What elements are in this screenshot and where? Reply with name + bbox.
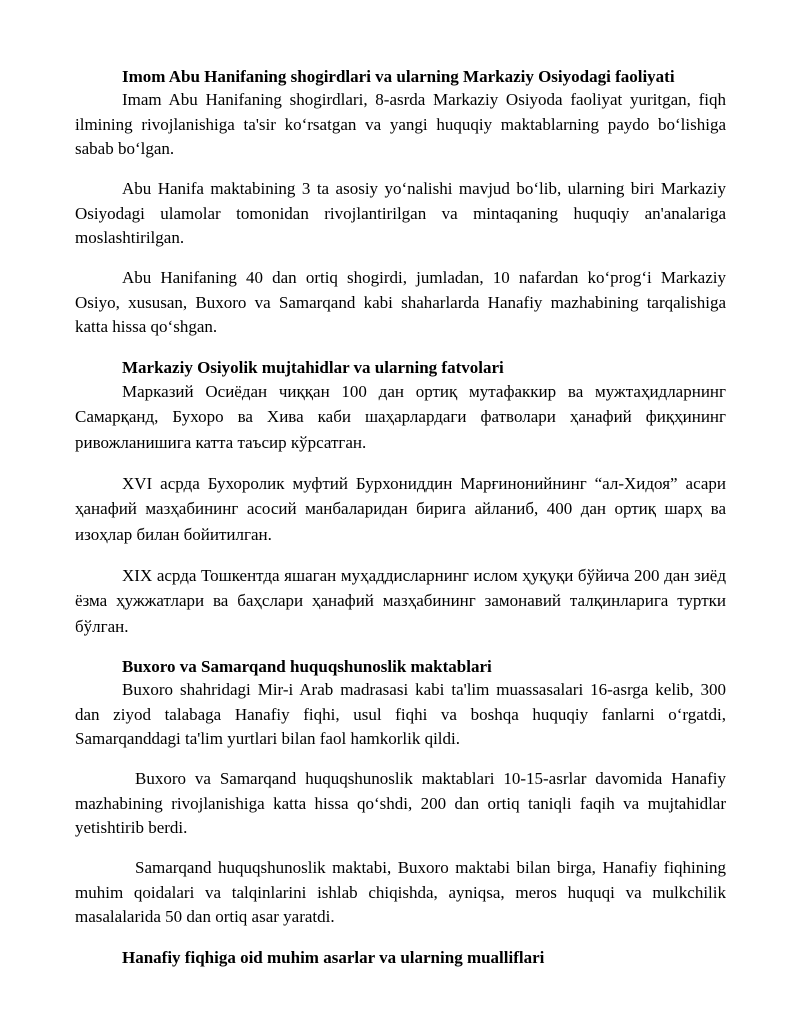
section-heading-3: Buxoro va Samarqand huquqshunoslik maktablari xyxy=(122,657,492,676)
paragraph: Buxoro shahridagi Mir-i Arab madrasasi kabi ta'lim muassasalari 16-asrga kelib, 300 dan ziyod talabaga Hanafiy fiqhi, usul fiqhi va boshqa huquqiy fanlarni o‘rgatdi, Samarqanddagi ta'lim yurtlari bilan faol hamkorlik qildi. xyxy=(75,680,726,748)
section-heading-1: Imom Abu Hanifaning shogirdlari va ularning Markaziy Osiyodagi faoliyati xyxy=(122,67,675,86)
paragraph: Abu Hanifa maktabining 3 ta asosiy yo‘nalishi mavjud bo‘lib, ularning biri Markaziy Osiyodagi ulamolar tomonidan rivojlantirilgan va mintaqaning huquqiy an'analariga moslashtirilgan. xyxy=(75,179,726,247)
section-heading-4: Hanafiy fiqhiga oid muhim asarlar va ularning mualliflari xyxy=(122,947,545,967)
section-heading-2: Markaziy Osiyolik mujtahidlar va ularning fatvolari xyxy=(122,357,504,377)
paragraph: Buxoro va Samarqand huquqshunoslik maktablari 10-15-asrlar davomida Hanafiy mazhabining rivojlanishiga katta hissa qo‘shdi, 200 dan ortiq taniqli faqih va mujtahidlar yetishtirib berdi. xyxy=(75,769,726,837)
paragraph: XIX асрда Тошкентда яшаган муҳаддисларнинг ислом ҳуқуқи бўйича 200 дан зиёд ёзма ҳужжатлари ва баҳслари ҳанафий мазҳабининг замонавий талқинларига туртки бўлган. xyxy=(75,565,726,636)
paragraph: XVI асрда Бухоролик муфтий Бурхониддин Марғинонийнинг “ал-Хидоя” асари ҳанафий мазҳабининг асосий манбаларидан бирига айланиб, 400 дан ортиқ шарҳ ва изоҳлар билан бойитилган. xyxy=(75,473,726,544)
paragraph: Марказий Осиёдан чиққан 100 дан ортиқ мутафаккир ва мужтаҳидларнинг Самарқанд, Бухоро ва Хива каби шаҳарлардаги фатволари ҳанафий фиқҳининг ривожланишига катта таъсир кўрсатган. xyxy=(75,381,726,452)
paragraph: Samarqand huquqshunoslik maktabi, Buxoro maktabi bilan birga, Hanafiy fiqhining muhim qoidalari va talqinlarini ishlab chiqishda, ayniqsa, meros huquqi va mulkchilik masalalarida 50 dan ortiq asar yaratdi. xyxy=(75,858,726,926)
paragraph: Abu Hanifaning 40 dan ortiq shogirdi, jumladan, 10 nafardan ko‘prog‘i Markaziy Osiyo, xususan, Buxoro va Samarqand kabi shaharlarda Hanafiy mazhabining tarqalishiga katta hissa qo‘shgan. xyxy=(75,268,726,336)
paragraph: Imam Abu Hanifaning shogirdlari, 8-asrda Markaziy Osiyoda faoliyat yuritgan, fiqh ilmining rivojlanishiga ta'sir ko‘rsatgan va yangi huquqiy maktablarning paydo bo‘lishiga sabab bo‘lgan. xyxy=(75,90,726,158)
document-page xyxy=(75,66,726,969)
